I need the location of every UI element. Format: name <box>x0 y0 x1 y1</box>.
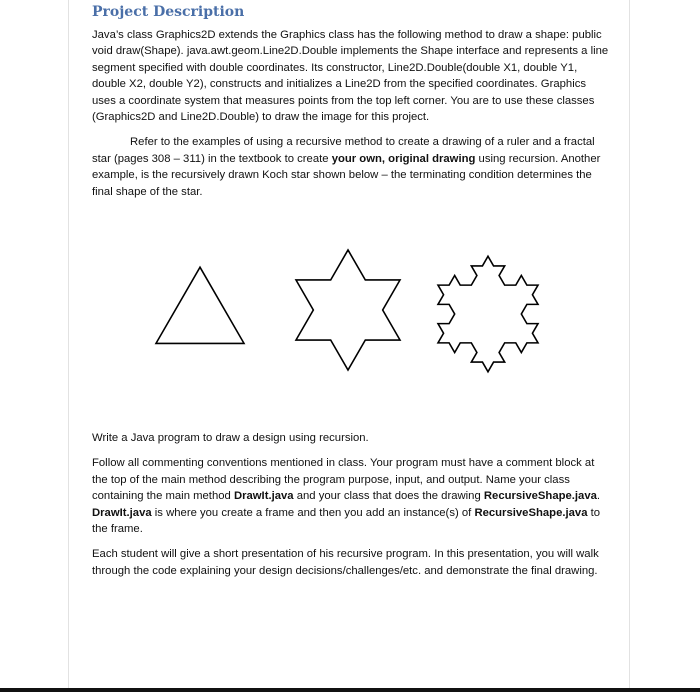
paragraph-conventions-text-a: Follow all commenting conventions mentioned in class. Your program must have a comment block at the top of the main method describing the program purpose, input, and output. Name your class containing the main method <box>92 457 595 503</box>
page-title: Project Description <box>92 4 245 20</box>
page-edge-right <box>629 0 630 692</box>
paragraph-conventions-text-f: to the frame. <box>92 506 601 536</box>
drawit-filename: DrawIt.java <box>233 490 294 503</box>
koch-level-0 <box>156 267 244 343</box>
drawit-filename-2: DrawIt.java <box>92 506 152 519</box>
paragraph-conventions-text-c: and your class that does the drawing <box>293 490 484 503</box>
paragraph-intro: Java’s class Graphics2D extends the Graphics class has the following method to draw a shape: public void draw(Shape). java.awt.geom.Line2D.Double implements the Shape interface and represents a line segment specified with double coordinates. Its constructor, Line2D.Double(double X1, double Y1, double X2, double Y2), constructs and initializes a Line2D from the specified coordinates. Graphics uses a coordinate system that measures points from the top left corner. You are to use these classes (Graphics2D and Line2D.Double) to draw the image for this project. <box>92 29 609 124</box>
paragraph-refer-text-a: Refer to the examples of using a recursive method to create a drawing of a ruler and a fractal star (pages 308 – 311) in the textbook to create <box>92 136 595 165</box>
koch-level-2 <box>438 256 538 371</box>
page-edge-bottom <box>0 688 700 692</box>
paragraph-refer-text-b: using recursion. Another example, is the recursively drawn Koch star shown below – the terminating condition determines the final shape of the star. <box>92 152 601 198</box>
paragraph-conventions-text-d: . <box>596 490 601 503</box>
paragraph-presentation: Each student will give a short presentation of his recursive program. In this presentation, you will walk through the code explaining your design decisions/challenges/etc. and demonstrate the final drawing. <box>92 548 599 577</box>
koch-level-1 <box>296 250 400 370</box>
recursiveshape-filename: RecursiveShape.java <box>483 490 597 503</box>
page-edge-left <box>68 0 69 692</box>
paragraph-task: Write a Java program to draw a design using recursion. <box>92 432 369 444</box>
paragraph-conventions-text-e: is where you create a frame and then you add an instance(s) of <box>151 506 475 519</box>
paragraph-refer <box>92 134 612 200</box>
paragraph-conventions <box>92 455 612 537</box>
lower-text <box>92 430 612 579</box>
recursiveshape-filename-2: RecursiveShape.java <box>474 506 588 519</box>
paragraph-refer-bold: your own, original drawing <box>331 152 476 165</box>
upper-text <box>92 0 612 200</box>
